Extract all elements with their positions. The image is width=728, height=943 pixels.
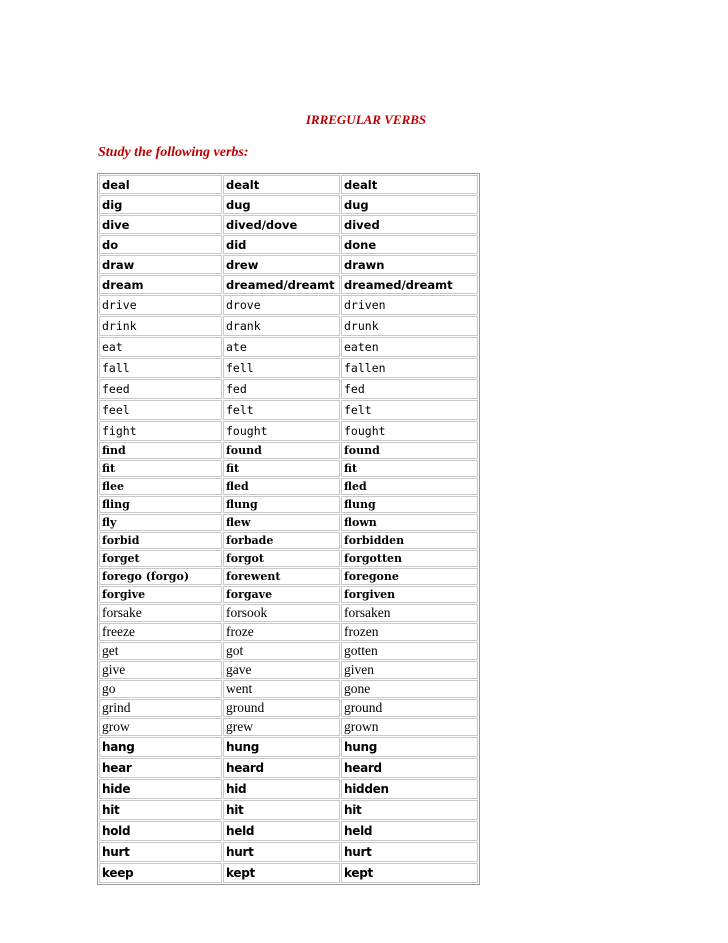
table-row [99,295,478,315]
base-form-cell: hang [99,737,222,757]
past-simple-cell: forbade [223,532,340,549]
past-simple-cell: drove [223,295,340,315]
past-participle-cell: forgotten [341,550,478,567]
past-participle-cell: dreamed/dreamt [341,275,478,294]
past-participle-cell: drunk [341,316,478,336]
base-form-cell: dive [99,215,222,234]
past-participle-cell: forbidden [341,532,478,549]
base-form-cell: give [99,661,222,679]
past-simple-cell: dug [223,195,340,214]
table-row [99,496,478,513]
table-row [99,699,478,717]
base-form-cell: draw [99,255,222,274]
base-form-cell: forego (forgo) [99,568,222,585]
past-simple-cell: drank [223,316,340,336]
page-title: IRREGULAR VERBS [305,112,427,127]
past-simple-cell: ground [223,699,340,717]
past-participle-cell: grown [341,718,478,736]
past-simple-cell: hid [223,779,340,799]
past-participle-cell: gone [341,680,478,698]
table-row [99,175,478,194]
past-participle-cell: given [341,661,478,679]
base-form-cell: keep [99,863,222,883]
table-row [99,863,478,883]
table-row [99,604,478,622]
table-row [99,514,478,531]
base-form-cell: eat [99,337,222,357]
verb-table-body [99,175,478,883]
base-form-cell: freeze [99,623,222,641]
past-participle-cell: forsaken [341,604,478,622]
past-participle-cell: eaten [341,337,478,357]
base-form-cell: feel [99,400,222,420]
base-form-cell: fling [99,496,222,513]
table-row [99,642,478,660]
table-row [99,235,478,254]
past-simple-cell: went [223,680,340,698]
base-form-cell: grow [99,718,222,736]
past-simple-cell: found [223,442,340,459]
table-row [99,821,478,841]
past-simple-cell: fit [223,460,340,477]
past-participle-cell: forgiven [341,586,478,603]
past-participle-cell: fed [341,379,478,399]
table-row [99,680,478,698]
base-form-cell: grind [99,699,222,717]
table-row [99,623,478,641]
base-form-cell: dig [99,195,222,214]
base-form-cell: forbid [99,532,222,549]
table-row [99,842,478,862]
past-simple-cell: froze [223,623,340,641]
base-form-cell: fit [99,460,222,477]
past-simple-cell: fled [223,478,340,495]
table-row [99,442,478,459]
past-simple-cell: grew [223,718,340,736]
past-participle-cell: gotten [341,642,478,660]
base-form-cell: get [99,642,222,660]
past-participle-cell: hidden [341,779,478,799]
past-participle-cell: frozen [341,623,478,641]
base-form-cell: hold [99,821,222,841]
past-simple-cell: dealt [223,175,340,194]
base-form-cell: drink [99,316,222,336]
table-row [99,779,478,799]
past-participle-cell: found [341,442,478,459]
table-row [99,400,478,420]
past-simple-cell: drew [223,255,340,274]
base-form-cell: drive [99,295,222,315]
past-participle-cell: fled [341,478,478,495]
table-row [99,478,478,495]
past-simple-cell: forgave [223,586,340,603]
base-form-cell: do [99,235,222,254]
table-row [99,737,478,757]
table-row [99,379,478,399]
base-form-cell: hear [99,758,222,778]
past-simple-cell: fought [223,421,340,441]
past-simple-cell: gave [223,661,340,679]
past-participle-cell: ground [341,699,478,717]
past-participle-cell: drawn [341,255,478,274]
past-simple-cell: fed [223,379,340,399]
table-row [99,215,478,234]
past-participle-cell: hurt [341,842,478,862]
past-participle-cell: dealt [341,175,478,194]
past-participle-cell: driven [341,295,478,315]
past-participle-cell: fought [341,421,478,441]
page-subtitle: Study the following verbs: [98,145,249,160]
past-participle-cell: held [341,821,478,841]
past-participle-cell: felt [341,400,478,420]
past-participle-cell: hung [341,737,478,757]
past-simple-cell: flew [223,514,340,531]
past-participle-cell: fit [341,460,478,477]
table-row [99,550,478,567]
base-form-cell: fall [99,358,222,378]
past-simple-cell: dived/dove [223,215,340,234]
past-participle-cell: dived [341,215,478,234]
past-participle-cell: hit [341,800,478,820]
base-form-cell: hide [99,779,222,799]
past-simple-cell: hit [223,800,340,820]
irregular-verbs-table [97,173,480,885]
past-simple-cell: forgot [223,550,340,567]
table-row [99,255,478,274]
past-simple-cell: ate [223,337,340,357]
table-row [99,358,478,378]
past-participle-cell: heard [341,758,478,778]
base-form-cell: dream [99,275,222,294]
table-row [99,568,478,585]
past-simple-cell: kept [223,863,340,883]
base-form-cell: go [99,680,222,698]
past-participle-cell: fallen [341,358,478,378]
past-simple-cell: heard [223,758,340,778]
past-participle-cell: foregone [341,568,478,585]
table-row [99,337,478,357]
table-row [99,800,478,820]
table-row [99,275,478,294]
past-simple-cell: forsook [223,604,340,622]
past-participle-cell: kept [341,863,478,883]
table-row [99,460,478,477]
base-form-cell: feed [99,379,222,399]
table-row [99,718,478,736]
past-simple-cell: dreamed/dreamt [223,275,340,294]
base-form-cell: forsake [99,604,222,622]
past-simple-cell: felt [223,400,340,420]
base-form-cell: hurt [99,842,222,862]
past-participle-cell: done [341,235,478,254]
base-form-cell: fly [99,514,222,531]
past-simple-cell: fell [223,358,340,378]
past-simple-cell: held [223,821,340,841]
base-form-cell: forget [99,550,222,567]
past-participle-cell: flung [341,496,478,513]
table-row [99,586,478,603]
past-simple-cell: got [223,642,340,660]
table-row [99,661,478,679]
past-simple-cell: flung [223,496,340,513]
past-simple-cell: did [223,235,340,254]
past-participle-cell: flown [341,514,478,531]
base-form-cell: hit [99,800,222,820]
base-form-cell: deal [99,175,222,194]
table-row [99,421,478,441]
table-row [99,195,478,214]
past-simple-cell: hurt [223,842,340,862]
table-row [99,316,478,336]
base-form-cell: flee [99,478,222,495]
base-form-cell: fight [99,421,222,441]
past-participle-cell: dug [341,195,478,214]
base-form-cell: find [99,442,222,459]
past-simple-cell: hung [223,737,340,757]
table-row [99,532,478,549]
table-row [99,758,478,778]
base-form-cell: forgive [99,586,222,603]
past-simple-cell: forewent [223,568,340,585]
